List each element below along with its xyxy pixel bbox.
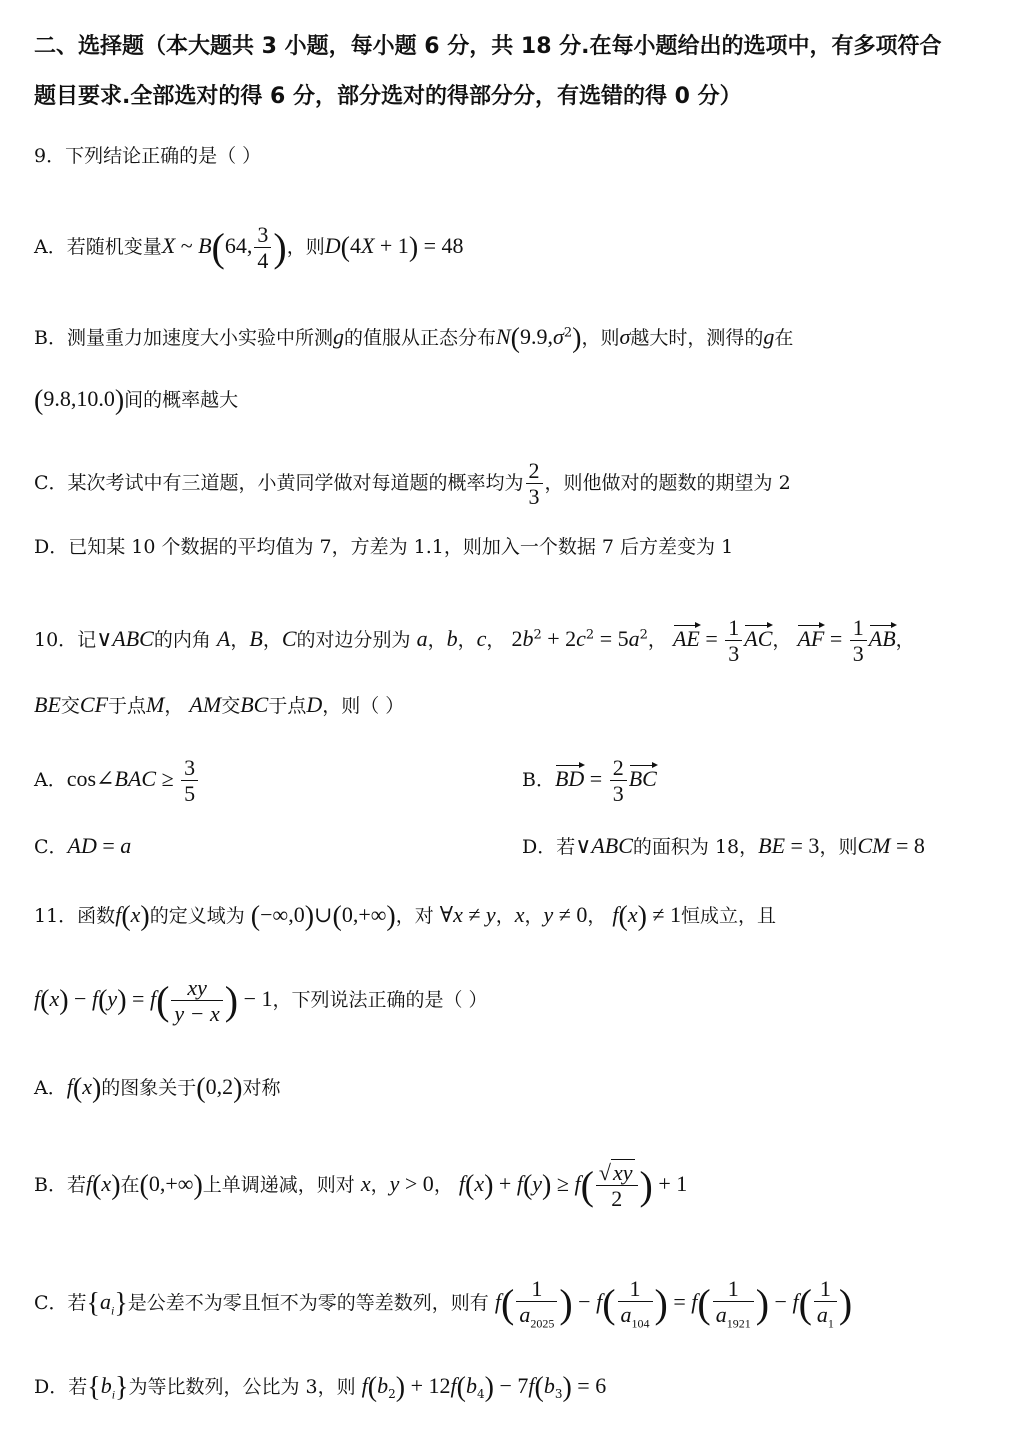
q10-option-c: C．AD = a [34, 833, 132, 858]
q11-option-d: D．若$\{b_i\}$为等比数列，公比为 3，则 $f(b_2) + 12f(b_4) - 7f(b_3) = 6$ [34, 1372, 607, 1403]
q9-option-c: C．某次考试中有三道题，小黄同学做对每道题的概率均为 $\frac{2}{3}$ ，则他做对的题数的期望为 2 [34, 458, 791, 510]
q9-option-a: A．若随机变量X ~ B(64, $\frac{3}{4}$ )，则D(4X + 1) = 48 [34, 222, 464, 274]
q10-stem-line-2: BE交CF于点M， AM交BC于点D，则（ ） [34, 692, 405, 717]
section-title-line-2: 题目要求.全部选对的得 6 分，部分选对的得部分分，有选错的得 0 分） [34, 84, 742, 109]
q11-stem-line-2: f(x) − f(y) = f( $\frac{xy}{y - x}$ ) − 1，下列说法正确的是（ ） [34, 975, 488, 1027]
q11-stem: 11．函数f(x)的定义域为 (−∞,0)∪(0,+∞)，对 ∀x ≠ y，x，y ≠ 0， f(x) ≠ 1恒成立，且 [34, 901, 777, 932]
q9-stem: 9．下列结论正确的是（ ） [34, 145, 262, 167]
q10-option-b: B．BD = $\frac{2}{3}$ BC [522, 755, 657, 807]
q11-option-a: A．f(x)的图象关于(0,2)对称 [34, 1073, 281, 1104]
q9-option-b-line-2: (9.8,10.0)间的概率越大 [34, 385, 239, 416]
section-title-line-1: 二、选择题（本大题共 3 小题，每小题 6 分，共 18 分.在每小题给出的选项中，有多项符合 [34, 34, 942, 59]
q9-option-b: B．测量重力加速度大小实验中所测g的值服从正态分布$N(9.9,\sigma^2)$，则σ越大时，测得的g在 [34, 323, 794, 354]
q11-option-c: C．若$\{a_i\}$是公差不为零且恒不为零的等差数列，则有 f( $\frac{1}{a_{2025}}$ ) − f( $\frac{1}{a_{104}}$ ) = f( $\frac{1}{a_{1921}}$ ) − f( $\frac{1}{a_1}$ ) [34, 1276, 853, 1331]
q9-option-d: D．已知某 10 个数据的平均值为 7，方差为 1.1，则加入一个数据 7 后方差变为 1 [34, 536, 734, 558]
q10-option-a: A．cos∠BAC ≥ $\frac{3}{5}$ [34, 755, 200, 807]
q10-option-d: D．若∨ABC的面积为 18，BE = 3，则CM = 8 [522, 833, 925, 858]
q11-option-b: B．若f(x)在(0,+∞)上单调递减，则对 x，y > 0， f(x) + f(y) ≥ f( $\frac{√xy}{2}$ ) + 1 [34, 1160, 688, 1212]
q10-stem: 10．记∨ABC的内角 A，B，C的对边分别为 a，b，c， $2b^2 + 2c^2 = 5a^2$， AE = $\frac{1}{3}$ AC， AF = $\frac{1}{3}$ AB， [34, 615, 915, 667]
